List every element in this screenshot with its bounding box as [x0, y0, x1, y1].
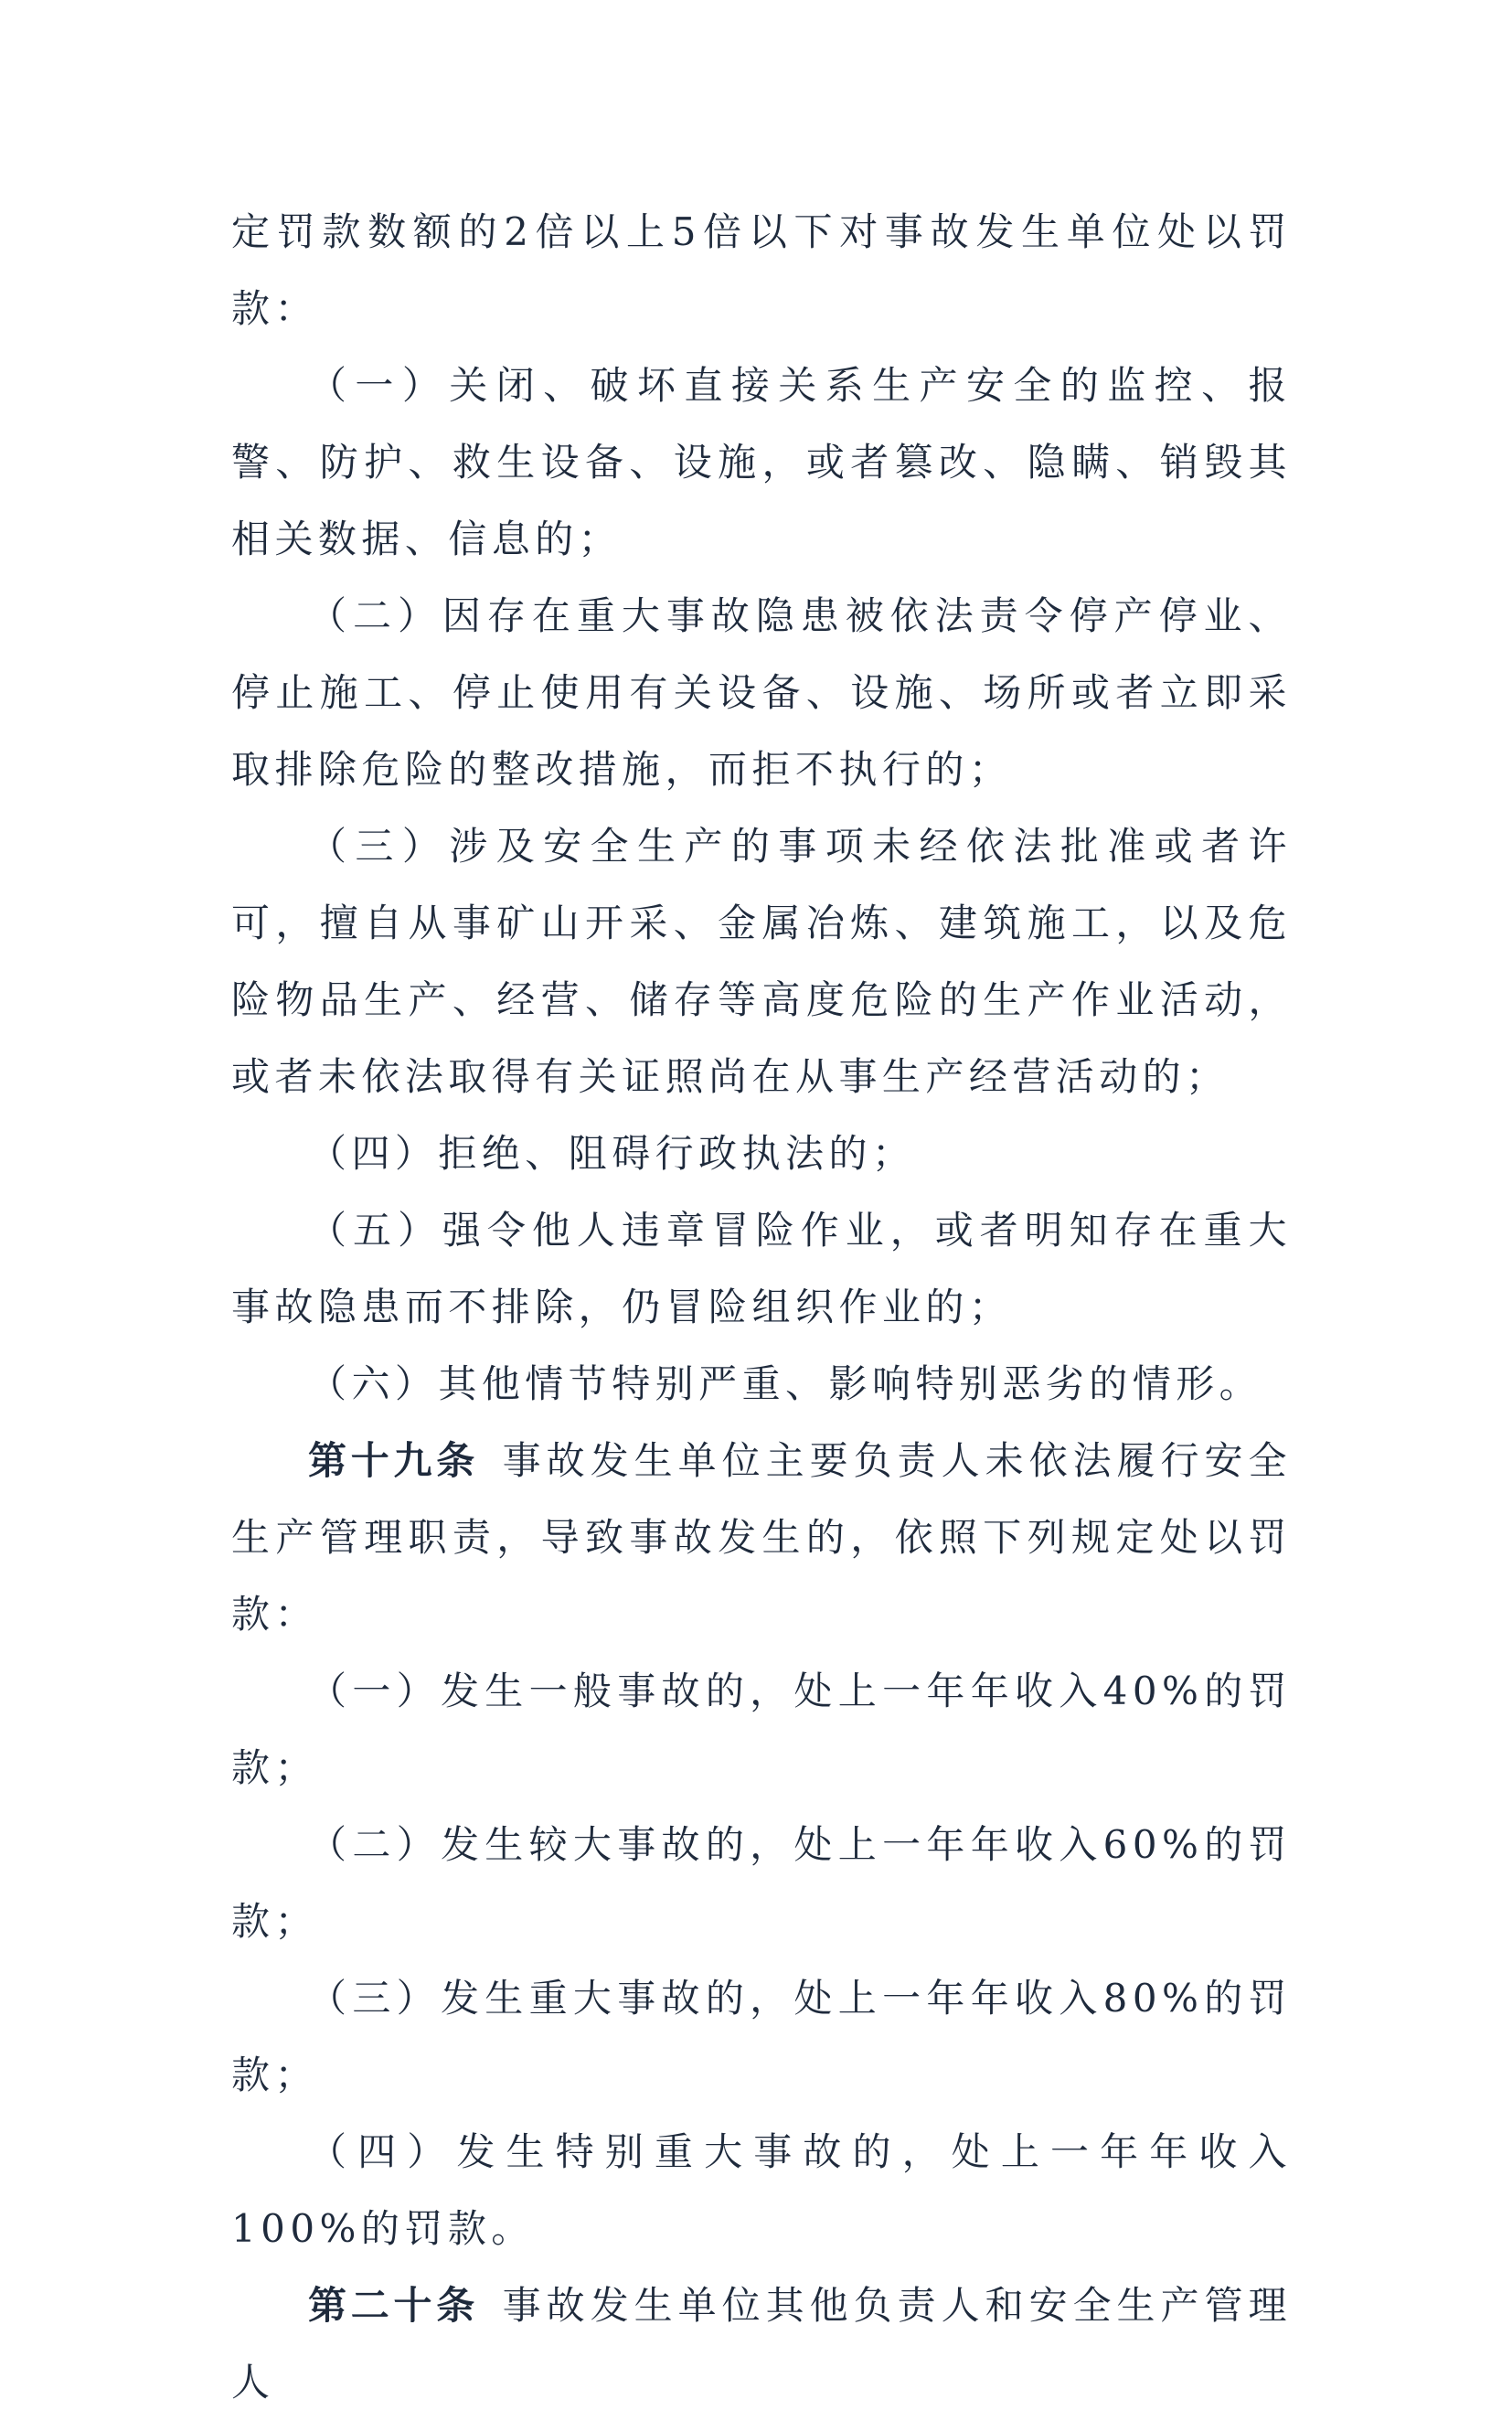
article-heading: 第十九条: [308, 1438, 479, 1483]
document-body: [231, 194, 1292, 2421]
paragraph-text: （四）发生特别重大事故的，处上一年年收入100%的罚款。: [231, 2129, 1292, 2251]
article-heading: 第二十条: [308, 2283, 479, 2328]
paragraph-item-1: [231, 347, 1292, 578]
paragraph-item-3: [231, 808, 1292, 1115]
paragraph-text: （二）因存在重大事故隐患被依法责令停产停业、停止施工、停止使用有关设备、设施、场所或者立即采取排除危险的整改措施，而拒不执行的；: [231, 593, 1292, 792]
paragraph-continuation: [231, 194, 1292, 347]
paragraph-text: （三）涉及安全生产的事项未经依法批准或者许可，擅自从事矿山开采、金属冶炼、建筑施工，以及危险物品生产、经营、储存等高度危险的生产作业活动，或者未依法取得有关证照尚在从事生产经营活动的；: [231, 824, 1292, 1099]
paragraph-text: （五）强令他人违章冒险作业，或者明知存在重大事故隐患而不排除，仍冒险组织作业的；: [231, 1208, 1292, 1329]
paragraph-text: （四）拒绝、阻碍行政执法的；: [308, 1131, 916, 1176]
paragraph-text: 事故发生单位其他负责人和安全生产管理人: [231, 2283, 1292, 2405]
paragraph-text: （二）发生较大事故的，处上一年年收入60%的罚款；: [231, 1822, 1292, 1944]
paragraph-fine-4: [231, 2114, 1292, 2267]
paragraph-text: 事故发生单位主要负责人未依法履行安全生产管理职责，导致事故发生的，依照下列规定处以罚款：: [231, 1438, 1292, 1637]
paragraph-fine-1: [231, 1653, 1292, 1807]
paragraph-text: （三）发生重大事故的，处上一年年收入80%的罚款；: [231, 1976, 1292, 2097]
paragraph-text: （六）其他情节特别严重、影响特别恶劣的情形。: [308, 1361, 1263, 1406]
paragraph-item-5: [231, 1192, 1292, 1346]
article-20: [231, 2267, 1292, 2421]
paragraph-item-4: [231, 1115, 1292, 1192]
paragraph-text: （一）发生一般事故的，处上一年年收入40%的罚款；: [231, 1669, 1292, 1790]
article-19: [231, 1423, 1292, 1653]
paragraph-fine-3: [231, 1960, 1292, 2114]
paragraph-text: 定罚款数额的2倍以上5倍以下对事故发生单位处以罚款：: [231, 209, 1292, 331]
paragraph-item-2: [231, 578, 1292, 808]
paragraph-item-6: [231, 1346, 1292, 1423]
paragraph-fine-2: [231, 1807, 1292, 1960]
paragraph-text: （一）关闭、破坏直接关系生产安全的监控、报警、防护、救生设备、设施，或者篡改、隐瞒、销毁其相关数据、信息的；: [231, 363, 1292, 561]
